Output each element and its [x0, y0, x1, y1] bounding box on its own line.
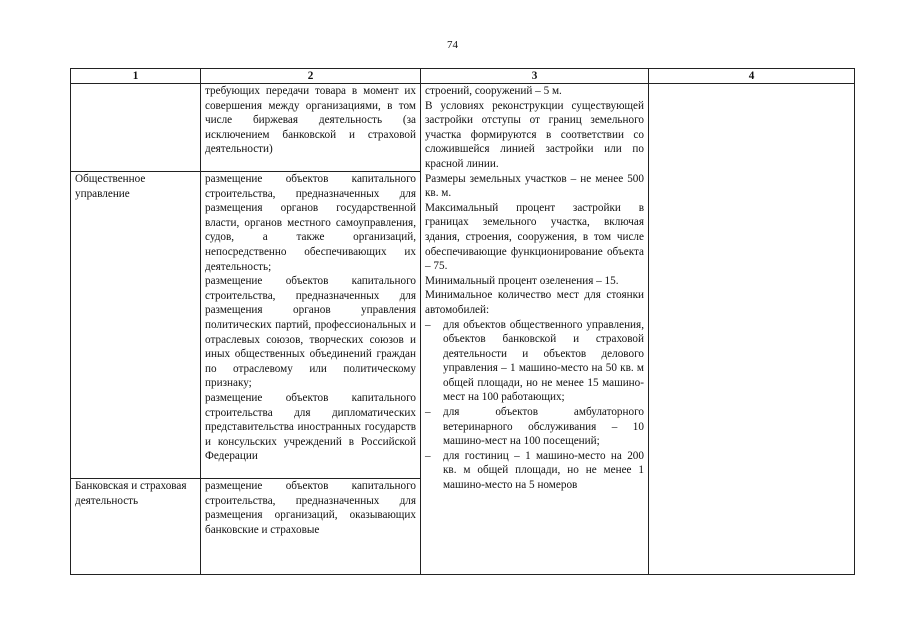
- description-paragraph: размещение объектов капитального строительства для дипломатических представительства иностранных государств и консульских учреждений в Российской Федерации: [205, 391, 416, 463]
- description-paragraph: размещение объектов капитального строительства, предназначенных для размещения органов государственной власти, органов местного самоуправления, судов, а также организаций, непосредственно обеспечивающих их деятельность;: [205, 173, 416, 273]
- parameters-paragraph: Минимальное количество мест для стоянки автомобилей:: [425, 289, 644, 316]
- parking-list: [425, 318, 644, 493]
- parameters-paragraph: строений, сооружений – 5 м.: [425, 85, 562, 97]
- list-item: – для гостиниц – 1 машино-место на 200 кв. м общей площади, но не менее 1 машино-место на 5 номеров: [425, 449, 644, 493]
- regulations-table: [70, 68, 855, 575]
- header-col-2: 2: [201, 69, 421, 84]
- notes-cell: [649, 84, 855, 575]
- row-3-use-type: Банковская и страховая деятельность: [71, 479, 201, 575]
- description-paragraph: размещение объектов капитального строительства, предназначенных для размещения организаций, оказывающих банковские и страховые: [205, 480, 416, 536]
- parameters-paragraph: В условиях реконструкции существующей застройки отступы от границ земельного участка формируются в соответствии со сложившейся линией застройки или по красной линии.: [425, 99, 644, 170]
- row-1-use-type: [71, 84, 201, 172]
- header-col-4: 4: [649, 69, 855, 84]
- parameters-paragraph: Максимальный процент застройки в границах земельного участка, включая здания, строения, сооружения, в том числе обеспечивающие функционирование объекта – 75.: [425, 201, 644, 273]
- header-col-1: 1: [71, 69, 201, 84]
- description-paragraph: требующих передачи товара в момент их совершения между организациями, в том числе биржевая деятельность (за исключением банковской и страховой деятельности): [205, 85, 416, 156]
- description-paragraph: размещение объектов капитального строительства, предназначенных для размещения органов управления политических партий, профессиональных и отраслевых союзов, творческих союзов и иных общественных объединений граждан по отраслевому или политическому признаку;: [205, 275, 416, 390]
- row-3-description: [201, 479, 421, 575]
- parameters-cell: [421, 84, 649, 575]
- parameters-paragraph: Размеры земельных участков – не менее 500 кв. м.: [425, 172, 644, 200]
- table-header-row: [71, 69, 855, 84]
- page-number: 74: [447, 39, 458, 51]
- list-item: – для объектов амбулаторного ветеринарного обслуживания – 10 машино-мест на 100 посещений;: [425, 405, 644, 449]
- table-row: [71, 84, 855, 172]
- parameters-paragraph: Минимальный процент озеленения – 15.: [425, 274, 619, 287]
- header-col-3: 3: [421, 69, 649, 84]
- row-2-use-type: Общественное управление: [71, 172, 201, 479]
- list-item: – для объектов общественного управления, объектов банковской и страховой деятельности и объектов делового управления – 1 машино-место на 50 кв. м общей площади, но не менее 15 машино-мест на 100 работающих;: [425, 318, 644, 406]
- row-1-description: [201, 84, 421, 172]
- row-2-description: [201, 172, 421, 479]
